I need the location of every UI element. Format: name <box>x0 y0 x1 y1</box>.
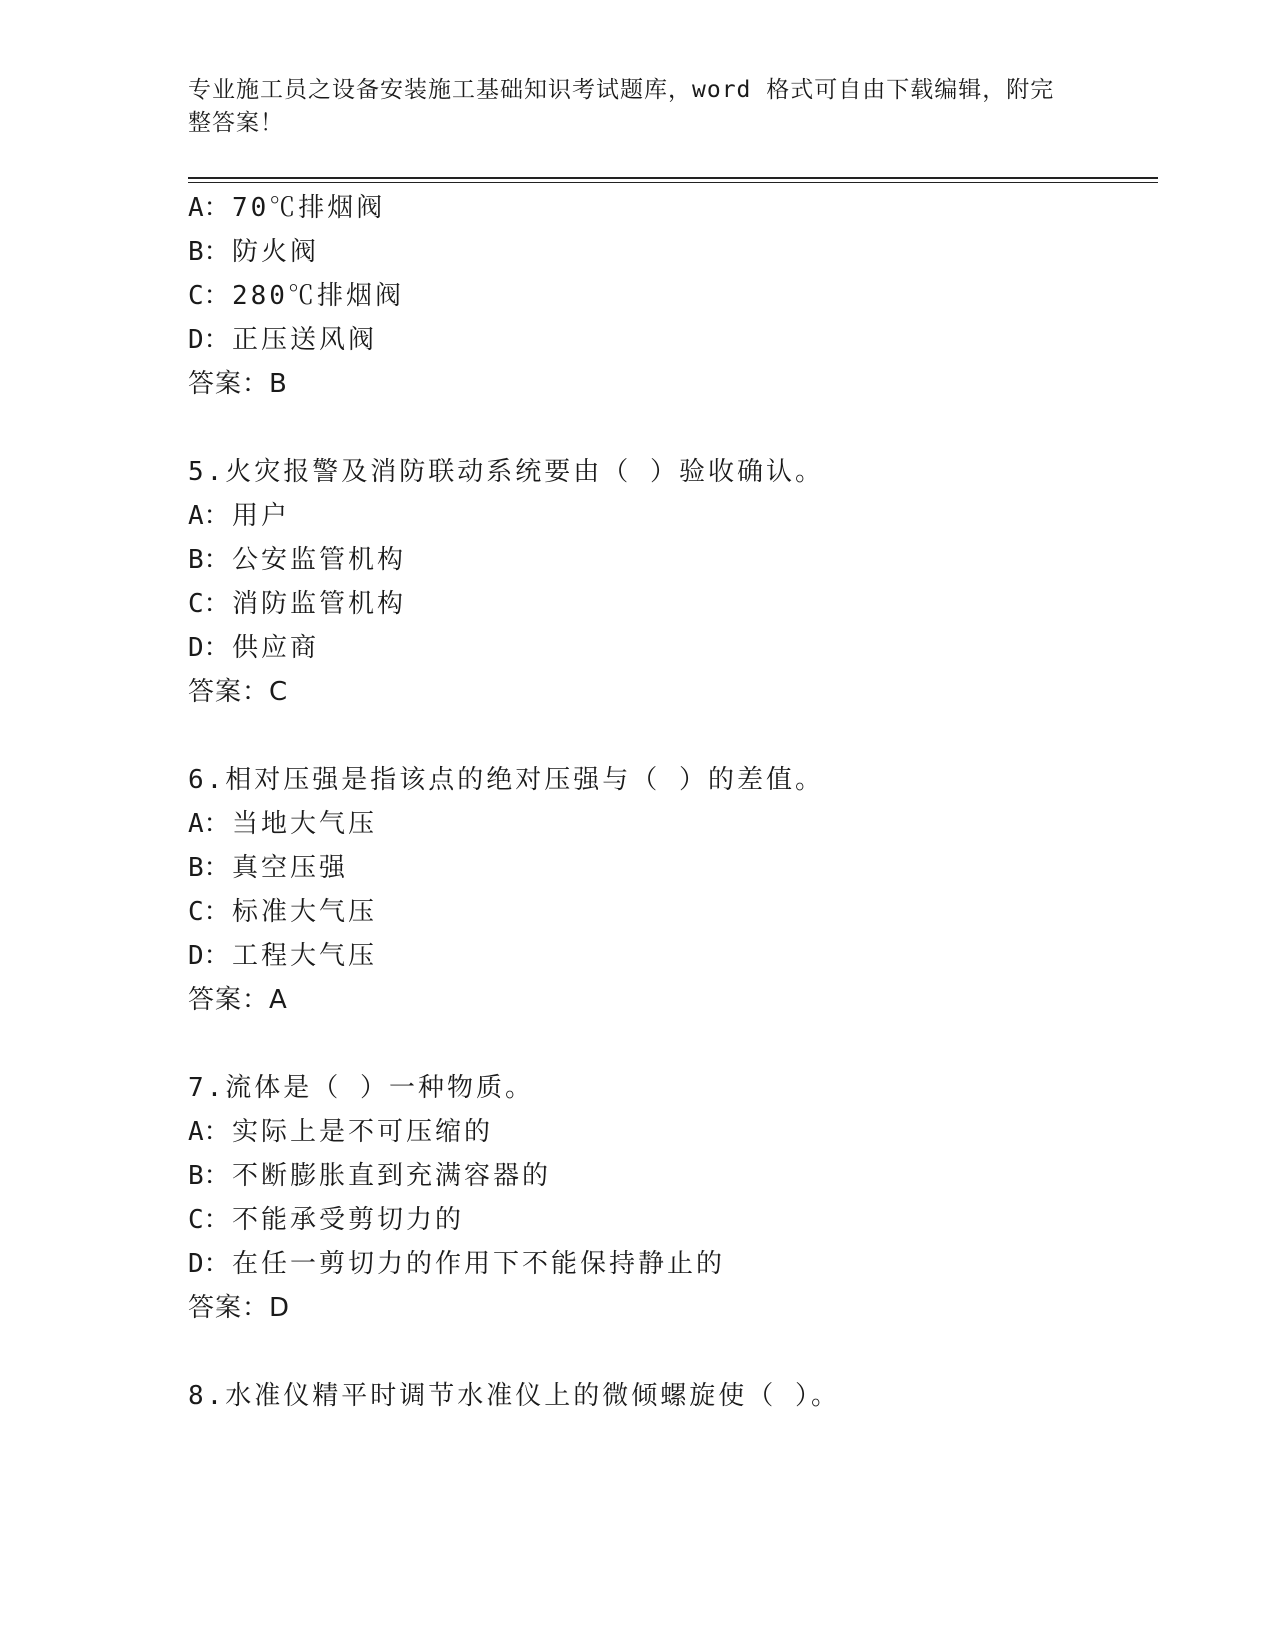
option-b: B：公安监管机构 <box>188 545 407 575</box>
option-d: D：在任一剪切力的作用下不能保持静止的 <box>188 1249 726 1279</box>
option-a: A：70℃排烟阀 <box>188 193 386 223</box>
answer-line: 答案：C <box>188 677 289 707</box>
document-header <box>188 74 1088 140</box>
option-d: D：正压送风阀 <box>188 325 378 355</box>
option-d: D：供应商 <box>188 633 320 663</box>
option-b: B：不断膨胀直到充满容器的 <box>188 1161 552 1191</box>
answer-line: 答案：B <box>188 369 288 399</box>
question-8: 8.水准仪精平时调节水准仪上的微倾螺旋使（ ）。 <box>188 1381 840 1411</box>
question-7: 7.流体是（ ）一种物质。 <box>188 1073 534 1103</box>
header-divider-thin <box>188 182 1158 183</box>
header-divider-thick <box>188 177 1158 179</box>
option-c: C：280℃排烟阀 <box>188 281 404 311</box>
header-line-1: 专业施工员之设备安装施工基础知识考试题库，word 格式可自由下载编辑，附完 <box>188 77 1055 103</box>
option-c: C：标准大气压 <box>188 897 378 927</box>
option-c: C：不能承受剪切力的 <box>188 1205 465 1235</box>
option-a: A：实际上是不可压缩的 <box>188 1117 494 1147</box>
question-5: 5.火灾报警及消防联动系统要由（ ）验收确认。 <box>188 457 824 487</box>
option-a: A：当地大气压 <box>188 809 378 839</box>
option-a: A：用户 <box>188 501 291 531</box>
option-b: B：真空压强 <box>188 853 349 883</box>
answer-line: 答案：A <box>188 985 288 1015</box>
option-b: B：防火阀 <box>188 237 320 267</box>
answer-line: 答案：D <box>188 1293 291 1323</box>
header-line-2: 整答案！ <box>188 110 284 136</box>
question-6: 6.相对压强是指该点的绝对压强与（ ）的差值。 <box>188 765 824 795</box>
option-d: D：工程大气压 <box>188 941 378 971</box>
option-c: C：消防监管机构 <box>188 589 407 619</box>
